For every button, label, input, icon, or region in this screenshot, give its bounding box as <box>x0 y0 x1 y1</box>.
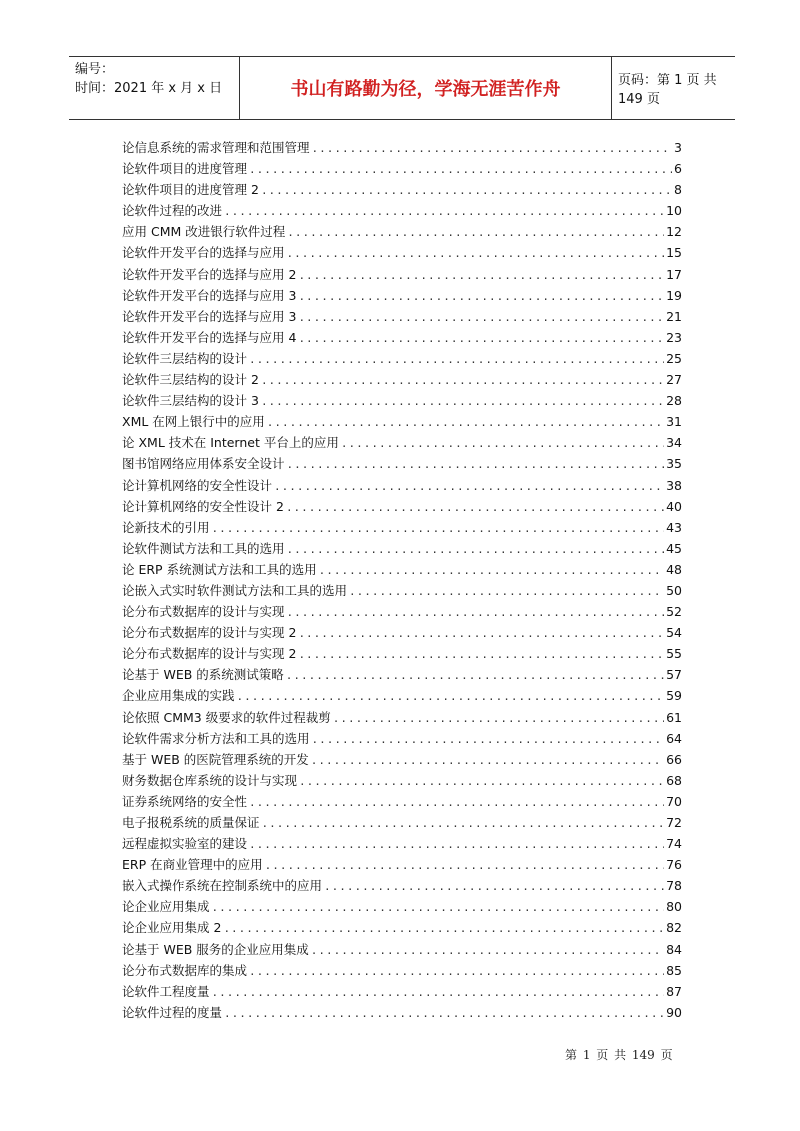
toc-entry-page: 87 <box>666 983 682 999</box>
toc-entry-title: 论软件三层结构的设计 2 <box>122 372 259 388</box>
toc-entry[interactable] <box>122 896 682 917</box>
toc-entry-title: 论分布式数据库的设计与实现 2 <box>122 625 297 641</box>
toc-entry[interactable] <box>122 770 682 791</box>
toc-entry-page: 45 <box>666 540 682 556</box>
toc-leader-dots <box>224 201 664 222</box>
toc-entry[interactable] <box>122 453 682 474</box>
toc-entry[interactable] <box>122 200 682 221</box>
toc-entry[interactable] <box>122 348 682 369</box>
toc-leader-dots <box>349 581 664 602</box>
toc-leader-dots <box>261 370 664 391</box>
toc-entry[interactable] <box>122 285 682 306</box>
toc-entry[interactable] <box>122 264 682 285</box>
toc-entry-page: 85 <box>666 962 682 978</box>
toc-leader-dots <box>249 834 664 855</box>
toc-entry[interactable] <box>122 812 682 833</box>
table-of-contents <box>122 137 682 1023</box>
document-number-label: 编号： <box>75 62 115 77</box>
toc-entry-page: 27 <box>666 372 682 388</box>
toc-entry-page: 6 <box>674 161 682 177</box>
toc-leader-dots <box>249 961 664 982</box>
toc-leader-dots <box>287 243 665 264</box>
toc-entry-title: 财务数据仓库系统的设计与实现 <box>122 772 298 788</box>
toc-entry-page: 35 <box>666 456 682 472</box>
toc-entry[interactable] <box>122 538 682 559</box>
toc-entry-page: 64 <box>666 730 682 746</box>
toc-entry[interactable] <box>122 685 682 706</box>
page-footer: 第 1 页 共 149 页 <box>565 1048 673 1062</box>
toc-entry-title: 论 ERP 系统测试方法和工具的选用 <box>122 561 317 577</box>
toc-entry-page: 52 <box>666 604 682 620</box>
toc-entry-title: 论计算机网络的安全性设计 2 <box>122 498 284 514</box>
toc-entry[interactable] <box>122 242 682 263</box>
toc-entry-page: 70 <box>666 793 682 809</box>
toc-entry-title: 论基于 WEB 的系统测试策略 <box>122 667 284 683</box>
toc-entry-page: 78 <box>666 878 682 894</box>
toc-entry[interactable] <box>122 707 682 728</box>
toc-entry-page: 54 <box>666 625 682 641</box>
toc-entry[interactable] <box>122 327 682 348</box>
toc-leader-dots <box>311 750 664 771</box>
toc-entry-title: 论软件项目的进度管理 2 <box>122 182 259 198</box>
toc-entry-page: 3 <box>674 140 682 155</box>
toc-leader-dots <box>324 876 664 897</box>
toc-leader-dots <box>299 771 664 792</box>
toc-leader-dots <box>319 560 665 581</box>
toc-entry[interactable] <box>122 749 682 770</box>
toc-entry[interactable] <box>122 475 682 496</box>
toc-entry[interactable] <box>122 517 682 538</box>
toc-entry[interactable] <box>122 179 682 200</box>
toc-entry[interactable] <box>122 411 682 432</box>
toc-entry[interactable] <box>122 158 682 179</box>
toc-entry-title: 嵌入式操作系统在控制系统中的应用 <box>122 878 323 894</box>
toc-entry-title: XML 在网上银行中的应用 <box>122 414 265 430</box>
toc-leader-dots <box>287 222 664 243</box>
toc-leader-dots <box>287 454 665 475</box>
toc-entry[interactable] <box>122 601 682 622</box>
toc-entry-page: 25 <box>666 350 682 366</box>
toc-leader-dots <box>312 138 673 159</box>
toc-entry-title: 论分布式数据库的设计与实现 2 <box>122 646 297 662</box>
toc-entry-title: 论软件测试方法和工具的选用 <box>122 540 285 556</box>
toc-entry[interactable] <box>122 981 682 1002</box>
toc-entry[interactable] <box>122 137 682 158</box>
toc-entry-page: 55 <box>666 646 682 662</box>
toc-entry-page: 12 <box>666 224 682 240</box>
toc-entry-page: 59 <box>666 688 682 704</box>
toc-entry-title: 论分布式数据库的集成 <box>122 962 248 978</box>
toc-entry[interactable] <box>122 833 682 854</box>
toc-entry-page: 31 <box>666 414 682 430</box>
toc-entry-page: 8 <box>674 182 682 198</box>
toc-leader-dots <box>261 180 672 201</box>
toc-entry-title: 论基于 WEB 服务的企业应用集成 <box>122 941 309 957</box>
toc-entry-page: 84 <box>666 941 682 957</box>
toc-entry-page: 43 <box>666 519 682 535</box>
toc-entry-page: 82 <box>666 920 682 936</box>
toc-leader-dots <box>287 539 665 560</box>
toc-entry-title: 应用 CMM 改进银行软件过程 <box>122 224 286 240</box>
toc-entry-page: 90 <box>666 1004 682 1020</box>
toc-entry-title: 论软件开发平台的选择与应用 3 <box>122 287 297 303</box>
toc-leader-dots <box>223 918 664 939</box>
toc-entry-title: 论 XML 技术在 Internet 平台上的应用 <box>122 435 339 451</box>
toc-entry-page: 28 <box>666 393 682 409</box>
toc-entry-page: 72 <box>666 815 682 830</box>
toc-entry-title: 论软件开发平台的选择与应用 4 <box>122 329 297 345</box>
toc-entry-title: 论企业应用集成 <box>122 899 210 915</box>
toc-entry[interactable] <box>122 496 682 517</box>
toc-leader-dots <box>261 391 664 412</box>
toc-entry-title: 论软件需求分析方法和工具的选用 <box>122 730 310 746</box>
toc-entry-title: 论软件三层结构的设计 <box>122 350 248 366</box>
toc-entry[interactable] <box>122 960 682 981</box>
toc-entry[interactable] <box>122 306 682 327</box>
toc-leader-dots <box>298 328 664 349</box>
toc-entry-title: 论计算机网络的安全性设计 <box>122 477 273 493</box>
toc-entry-page: 50 <box>666 582 682 598</box>
toc-leader-dots <box>287 602 665 623</box>
toc-entry[interactable] <box>122 221 682 242</box>
toc-entry[interactable] <box>122 622 682 643</box>
toc-entry[interactable] <box>122 643 682 664</box>
toc-entry[interactable] <box>122 728 682 749</box>
toc-entry-page: 74 <box>666 836 682 852</box>
toc-entry-page: 21 <box>666 308 682 324</box>
toc-leader-dots <box>286 497 664 518</box>
toc-leader-dots <box>249 159 672 180</box>
toc-entry-title: 图书馆网络应用体系安全设计 <box>122 456 285 472</box>
toc-entry[interactable] <box>122 580 682 601</box>
toc-leader-dots <box>286 665 664 686</box>
toc-entry-page: 61 <box>666 709 682 725</box>
toc-entry-page: 38 <box>666 477 682 493</box>
toc-entry-title: 论软件过程的改进 <box>122 203 223 219</box>
toc-leader-dots <box>298 623 664 644</box>
toc-entry-title: 论企业应用集成 2 <box>122 920 222 936</box>
toc-leader-dots <box>237 686 665 707</box>
header-motto: 书山有路勤为径，学海无涯苦作舟 <box>239 57 612 119</box>
toc-entry-title: 论分布式数据库的设计与实现 <box>122 604 285 620</box>
toc-entry-title: 论软件过程的度量 <box>122 1004 223 1020</box>
toc-entry-title: 远程虚拟实验室的建设 <box>122 836 248 852</box>
toc-leader-dots <box>333 708 664 729</box>
toc-leader-dots <box>265 855 664 876</box>
toc-entry[interactable] <box>122 664 682 685</box>
toc-entry-page: 17 <box>666 266 682 282</box>
toc-entry-page: 23 <box>666 329 682 345</box>
toc-entry-title: 论软件开发平台的选择与应用 <box>122 245 285 261</box>
toc-entry-page: 80 <box>666 899 682 915</box>
toc-leader-dots <box>249 349 664 370</box>
toc-leader-dots <box>298 644 664 665</box>
toc-entry[interactable] <box>122 917 682 938</box>
toc-leader-dots <box>341 433 664 454</box>
toc-entry-title: ERP 在商业管理中的应用 <box>122 857 263 873</box>
toc-leader-dots <box>212 518 665 539</box>
toc-leader-dots <box>312 729 665 750</box>
toc-leader-dots <box>274 476 664 497</box>
toc-entry-page: 48 <box>666 561 682 577</box>
toc-leader-dots <box>249 792 664 813</box>
document-time-label: 时间：2021 年 x 月 x 日 <box>75 81 223 96</box>
toc-entry-title: 基于 WEB 的医院管理系统的开发 <box>122 751 309 767</box>
toc-entry-title: 论信息系统的需求管理和范围管理 <box>122 140 310 155</box>
toc-entry-page: 76 <box>666 857 682 873</box>
page-header <box>69 56 735 120</box>
header-page-label: 页码：第 1 页 共 149 页 <box>618 73 717 107</box>
toc-entry[interactable] <box>122 390 682 411</box>
toc-entry[interactable] <box>122 939 682 960</box>
toc-entry-title: 论软件工程度量 <box>122 983 210 999</box>
toc-entry-title: 论新技术的引用 <box>122 519 210 535</box>
toc-entry[interactable] <box>122 559 682 580</box>
toc-entry-page: 10 <box>666 203 682 219</box>
header-meta <box>69 57 239 119</box>
toc-entry-page: 19 <box>666 287 682 303</box>
toc-entry-page: 68 <box>666 772 682 788</box>
toc-leader-dots <box>262 813 665 834</box>
toc-entry-page: 66 <box>666 751 682 767</box>
toc-entry[interactable] <box>122 854 682 875</box>
toc-leader-dots <box>224 1003 664 1024</box>
toc-leader-dots <box>212 897 665 918</box>
toc-entry-title: 论软件项目的进度管理 <box>122 161 248 177</box>
toc-entry[interactable] <box>122 432 682 453</box>
toc-entry[interactable] <box>122 1002 682 1023</box>
toc-entry-page: 40 <box>666 498 682 514</box>
toc-leader-dots <box>298 286 664 307</box>
toc-entry[interactable] <box>122 369 682 390</box>
toc-leader-dots <box>267 412 664 433</box>
toc-leader-dots <box>298 265 664 286</box>
toc-entry-title: 证券系统网络的安全性 <box>122 793 248 809</box>
toc-entry-page: 15 <box>666 245 682 261</box>
toc-leader-dots <box>298 307 664 328</box>
toc-entry[interactable] <box>122 791 682 812</box>
toc-entry-title: 电子报税系统的质量保证 <box>122 815 260 830</box>
toc-entry-title: 论软件三层结构的设计 3 <box>122 393 259 409</box>
toc-entry-title: 论软件开发平台的选择与应用 3 <box>122 308 297 324</box>
toc-entry-page: 34 <box>666 435 682 451</box>
toc-entry-title: 企业应用集成的实践 <box>122 688 235 704</box>
toc-leader-dots <box>212 982 665 1003</box>
toc-entry-title: 论软件开发平台的选择与应用 2 <box>122 266 297 282</box>
toc-entry-title: 论依照 CMM3 级要求的软件过程裁剪 <box>122 709 331 725</box>
toc-entry-page: 57 <box>666 667 682 683</box>
toc-entry[interactable] <box>122 875 682 896</box>
toc-leader-dots <box>311 940 664 961</box>
toc-entry-title: 论嵌入式实时软件测试方法和工具的选用 <box>122 582 348 598</box>
